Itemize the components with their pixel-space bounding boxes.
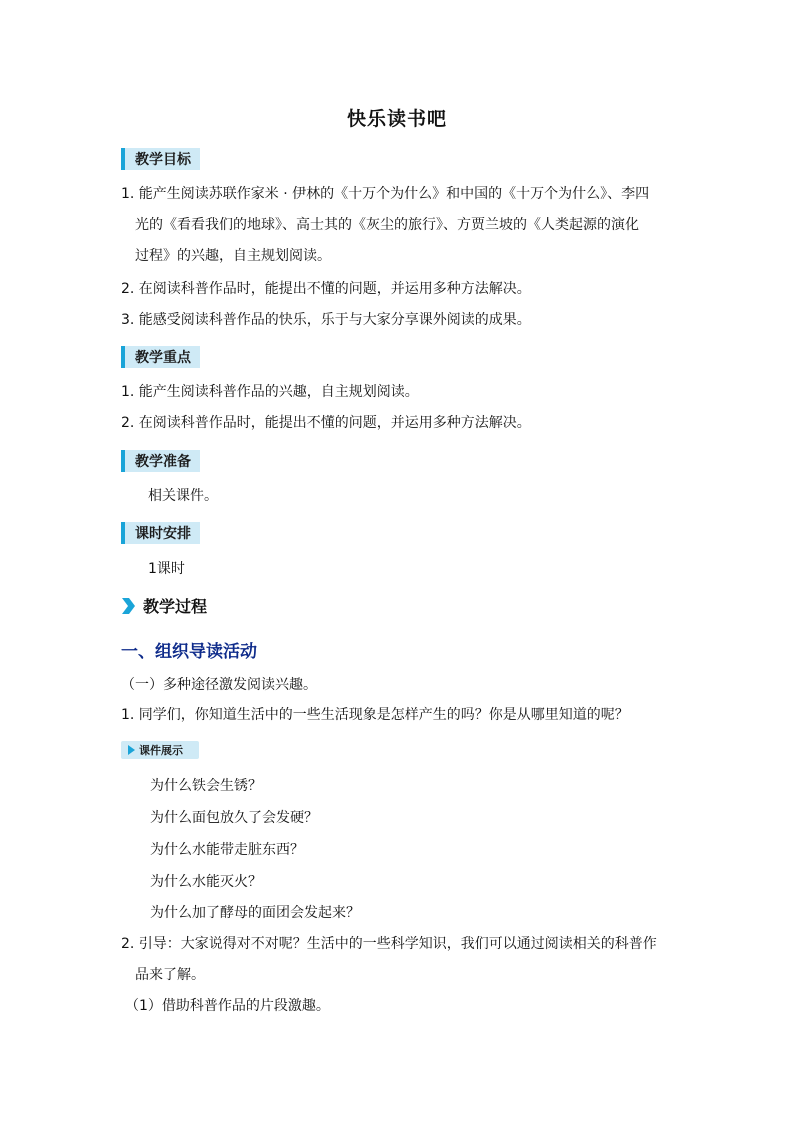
section-heading: 课时安排: [135, 526, 191, 542]
focus-line: 1. 能产生阅读科普作品的兴趣，自主规划阅读。: [121, 384, 419, 400]
focus-line: 2. 在阅读科普作品时，能提出不懂的问题，并运用多种方法解决。: [121, 415, 531, 431]
section-tag-focus: [121, 346, 200, 368]
section-heading: 教学准备: [135, 454, 191, 470]
courseware-badge: [121, 741, 199, 759]
list-item: 为什么面包放久了会发硬？: [150, 810, 318, 826]
list-item: 为什么加了酵母的面团会发起来？: [150, 905, 360, 921]
goal-line: 2. 在阅读科普作品时，能提出不懂的问题，并运用多种方法解决。: [121, 281, 531, 297]
list-item: 为什么铁会生锈？: [150, 778, 262, 794]
section-tag-goals: [121, 148, 200, 170]
courseware-label: 课件展示: [139, 744, 183, 757]
process-heading: [121, 594, 207, 617]
sub-heading: （一）多种途径激发阅读兴趣。: [121, 677, 317, 693]
schedule-text: 1课时: [148, 561, 185, 577]
goal-line: 3. 能感受阅读科普作品的快乐，乐于与大家分享课外阅读的成果。: [121, 312, 531, 328]
part-title: 一、组织导读活动: [121, 642, 257, 662]
question-line: 1. 同学们，你知道生活中的一些生活现象是怎样产生的吗？你是从哪里知道的呢？: [121, 707, 629, 723]
process-heading-text: 教学过程: [143, 597, 208, 616]
goal-line: 过程》的兴趣，自主规划阅读。: [135, 248, 331, 264]
question-line: 品来了解。: [135, 967, 205, 983]
section-heading: 教学重点: [135, 350, 191, 366]
page-title: 快乐读书吧: [346, 108, 447, 130]
list-item: 为什么水能带走脏东西？: [150, 842, 304, 858]
play-icon: [128, 745, 135, 755]
section-tag-prep: [121, 450, 200, 472]
chevron-right-icon: [121, 598, 135, 614]
goal-line: 1. 能产生阅读苏联作家米 · 伊林的《十万个为什么》和中国的《十万个为什么》、李四: [121, 186, 650, 202]
goal-line: 光的《看看我们的地球》、高士其的《灰尘的旅行》、方贾兰坡的《人类起源的演化: [135, 217, 639, 233]
section-heading: 教学目标: [135, 152, 191, 168]
list-item: 为什么水能灭火？: [150, 874, 262, 890]
section-tag-schedule: [121, 522, 200, 544]
question-line: 2. 引导：大家说得对不对呢？生活中的一些科学知识，我们可以通过阅读相关的科普作: [121, 936, 657, 952]
prep-text: 相关课件。: [148, 488, 218, 504]
step-line: （1）借助科普作品的片段激趣。: [125, 998, 330, 1014]
